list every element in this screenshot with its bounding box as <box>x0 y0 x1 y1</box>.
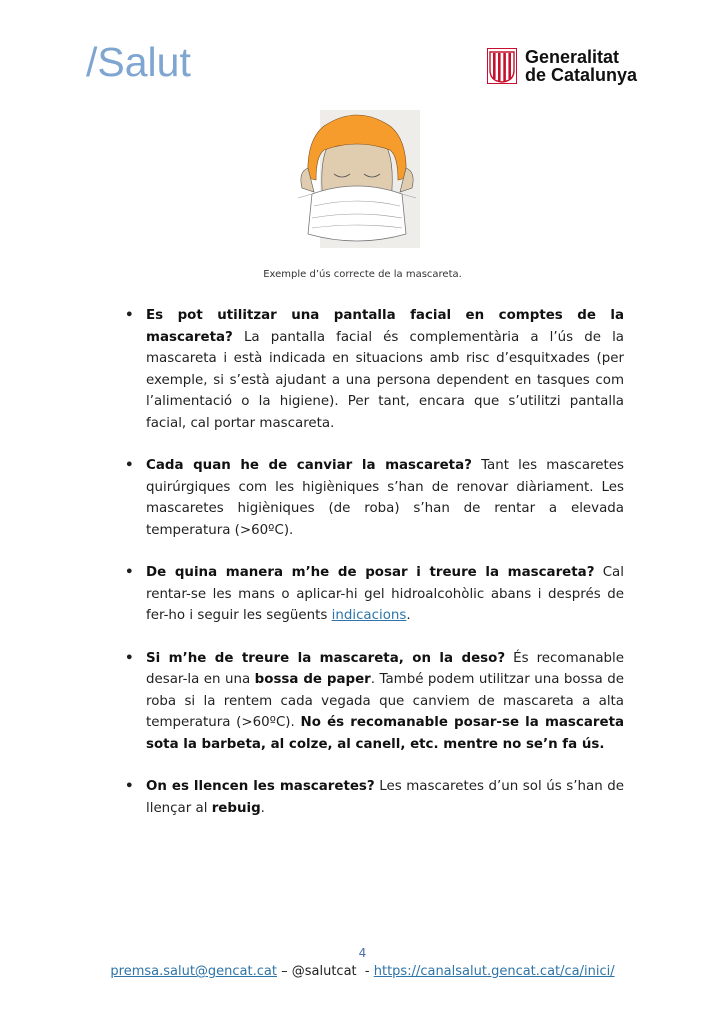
faq-item-disposal <box>125 776 624 819</box>
bullet-icon: • <box>125 458 134 473</box>
indicacions-link[interactable]: indicacions <box>331 608 407 623</box>
catalonia-coat-of-arms-icon <box>487 48 517 84</box>
bullet-icon: • <box>125 308 134 323</box>
bullet-icon: • <box>125 650 134 666</box>
faq-warning: No és recomanable posar-se la mascareta sota la barbeta, al colze, al canell, etc. mentre no se’n fa ús. <box>146 715 625 752</box>
faq-answer: Les mascaretes d’un sol ús s’han de llençar al <box>146 779 624 816</box>
generalitat-line1: Generalitat <box>525 47 620 67</box>
generalitat-logo <box>487 48 637 84</box>
figure-caption: Exemple d’ús correcte de la mascareta. <box>263 269 462 280</box>
salut-brand-title: /Salut <box>86 39 191 85</box>
faq-item-put-on-remove <box>125 562 624 627</box>
faq-question: Cada quan he de canviar la mascareta? <box>146 458 472 473</box>
bullet-icon: • <box>125 565 134 580</box>
faq-question: Si m’he de treure la mascareta, on la deso? <box>146 650 506 666</box>
faq-emphasis: rebuig <box>211 800 261 816</box>
twitter-handle: @salutcat <box>291 964 357 979</box>
faq-answer: . <box>260 800 265 816</box>
faq-question: Es pot utilitzar una pantalla facial en comptes de la mascareta? <box>146 308 624 345</box>
faq-emphasis: bossa de paper <box>254 672 371 687</box>
footer-separator: - <box>356 964 374 979</box>
faq-question: On es llencen les mascaretes? <box>146 779 375 794</box>
faq-answer: És recomanable desar-la en una <box>146 650 624 687</box>
faq-item-storage <box>125 648 624 756</box>
faq-question: De quina manera m’he de posar i treure la mascareta? <box>146 565 595 580</box>
faq-answer: Cal rentar-se les mans o aplicar-hi gel hidroalcohòlic abans i després de fer-ho i seguir les següents <box>146 565 624 623</box>
footer <box>0 964 725 979</box>
email-link[interactable]: premsa.salut@gencat.cat <box>110 964 277 979</box>
mask-illustration <box>294 110 420 258</box>
faq-answer: Tant les mascaretes quirúrgiques com les higièniques s’han de renovar diàriament. Les mascaretes higièniques (de roba) s’han de rentar a elevada temperatura (>60ºC). <box>146 458 624 538</box>
bullet-icon: • <box>125 779 134 794</box>
generalitat-line2: de Catalunya <box>525 65 638 85</box>
faq-item-change-frequency <box>125 455 624 541</box>
footer-separator: – <box>276 964 292 979</box>
faq-answer: . També podem utilitzar una bossa de roba si la rentem cada vegada que canviem de mascareta a alta temperatura (>60ºC). <box>146 672 624 730</box>
faq-answer-end: . <box>406 608 411 623</box>
website-link[interactable]: https://canalsalut.gencat.cat/ca/inici/ <box>373 964 615 979</box>
page-number: 4 <box>358 946 367 960</box>
faq-answer: La pantalla facial és complementària a l’ús de la mascareta i està indicada en situacions amb risc d’esquitxades (per exemple, si s’està ajudant a una persona dependent en tasques com l’alimentació o la higiene). Per tant, encara que s’utilitzi pantalla facial, cal portar mascareta. <box>146 329 624 431</box>
faq-list <box>125 305 624 840</box>
faq-item-face-shield <box>125 305 624 434</box>
